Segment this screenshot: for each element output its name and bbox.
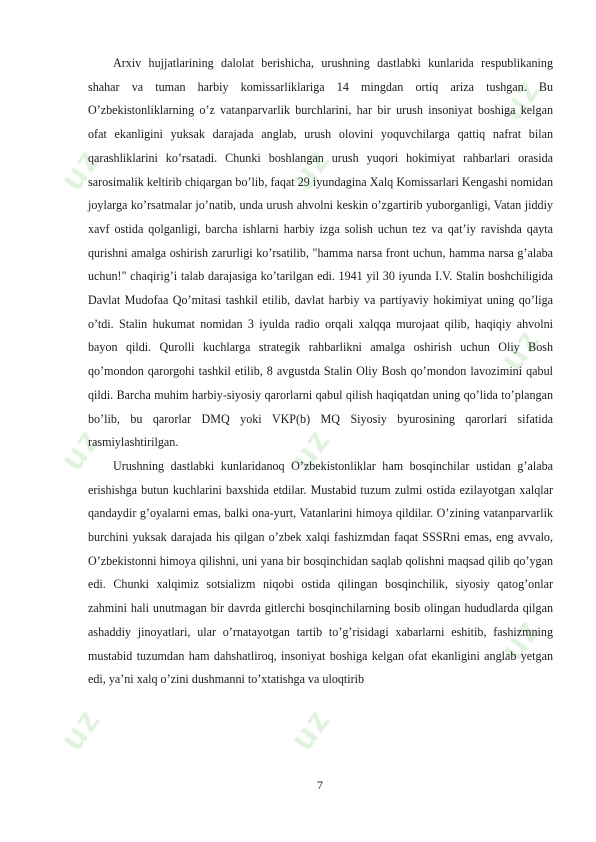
watermark: uz [492, 611, 549, 668]
watermark: uz [282, 421, 339, 478]
document-body [88, 52, 553, 692]
paragraph-archive-records: Arxiv hujjatlarining dalolat berishicha, urushning dastlabki kunlarida respublikaning shahar va tuman harbiy komissarliklariga 14 mingdan ortiq ariza tushgan. Bu O’zbekistonliklarning o’z vatanparvarlik burchlarini, har bir urush insoniyat boshiga kelgan ofat ekanligini yuksak darajada anglab, urush olovini yoquvchilarga qattiq nafrat bilan qarashliklarini ko’rsatadi. Chunki boshlangan urush yuqori hokimiyat rahbarlari orasida sarosimalik keltirib chiqargan bo’lib, faqat 29 iyundagina Xalq Komissarlari Kengashi nomidan joylarga ko’rsatmalar jo’natib, unda urush ahvolni keskin o’zgartirib yuborganligi, Vatan jiddiy xavf ostida qolganligi, barcha ishlarni harbiy izga solish uchun tez va qat’iy ravishda qayta qurishni amalga oshirish zarurligi ko’rsatilib, "hamma narsa front uchun, hamma narsa g’alaba uchun!" chaqirig’i talab darajasiga ko’tarilgan edi. 1941 yil 30 iyunda I.V. Stalin boshchiligida Davlat Mudofaa Qo’mitasi tashkil etilib, davlat harbiy va partiyaviy hokimiyat uning qo’liga o’tdi. Stalin hukumat nomidan 3 iyulda radio orqali xalqqa murojaat qilib, haqiqiy ahvolni bayon qildi. Qurolli kuchlarga strategik rahbarlikni amalga oshirish uchun Oliy Bosh qo’mondon qarorgohi tashkil etilib, 8 avgustda Stalin Oliy Bosh qo’mondon lavozimini qabul qildi. Barcha muhim harbiy-siyosiy qarorlarni qabul qilish haqiqatdan uning qo’lida to’plangan bo’lib, bu qarorlar DMQ yoki VKP(b) MQ Siyosiy byurosining qarorlari sifatida rasmiylashtirilgan. [88, 56, 553, 450]
watermark: uz [52, 701, 109, 758]
paragraph-first-days-of-war: Urushning dastlabki kunlaridanoq O’zbekistonliklar ham bosqinchilar ustidan g’alaba erishishga butun kuchlarini baxshida etdilar. Mustabid tuzum zulmi ostida ezilayotgan xalqlar qandaydir g’oyalarni emas, balki ona-yurt, Vatanlarini himoya qildilar. O’zining vatanparvarlik burchini yuksak darajada his qilgan o’zbek xalqi fashizmdan faqat SSSRni emas, eng avvalo, O’zbekistonni himoya qilishni, uni yana bir bosqinchidan saqlab qolishni maqsad qilib qo’ygan edi. Chunki xalqimiz sotsializm niqobi ostida qilingan bosqinchilik, siyosiy qatog’onlar zahmini hali unutmagan bir davrda gitlerchi bosqinchilarning bosib olingan hududlarda qilgan ashaddiy jinoyatlari, ular o’rnatayotgan tartib to’g’risidagi xabarlarni eshitib, fashizmning mustabid tuzumdan ham dahshatliroq, insoniyat boshiga kelgan ofat ekanligini anglab yetgan edi, ya’ni xalq o’zini dushmanni to’xtatishga va uloqtirib [88, 458, 553, 687]
watermark: uz [282, 141, 339, 198]
watermark: uz [52, 141, 109, 198]
watermark: uz [492, 71, 549, 128]
watermark: uz [492, 321, 549, 378]
watermark: uz [52, 421, 109, 478]
page-number: 7 [317, 778, 323, 792]
watermark: uz [282, 701, 339, 758]
